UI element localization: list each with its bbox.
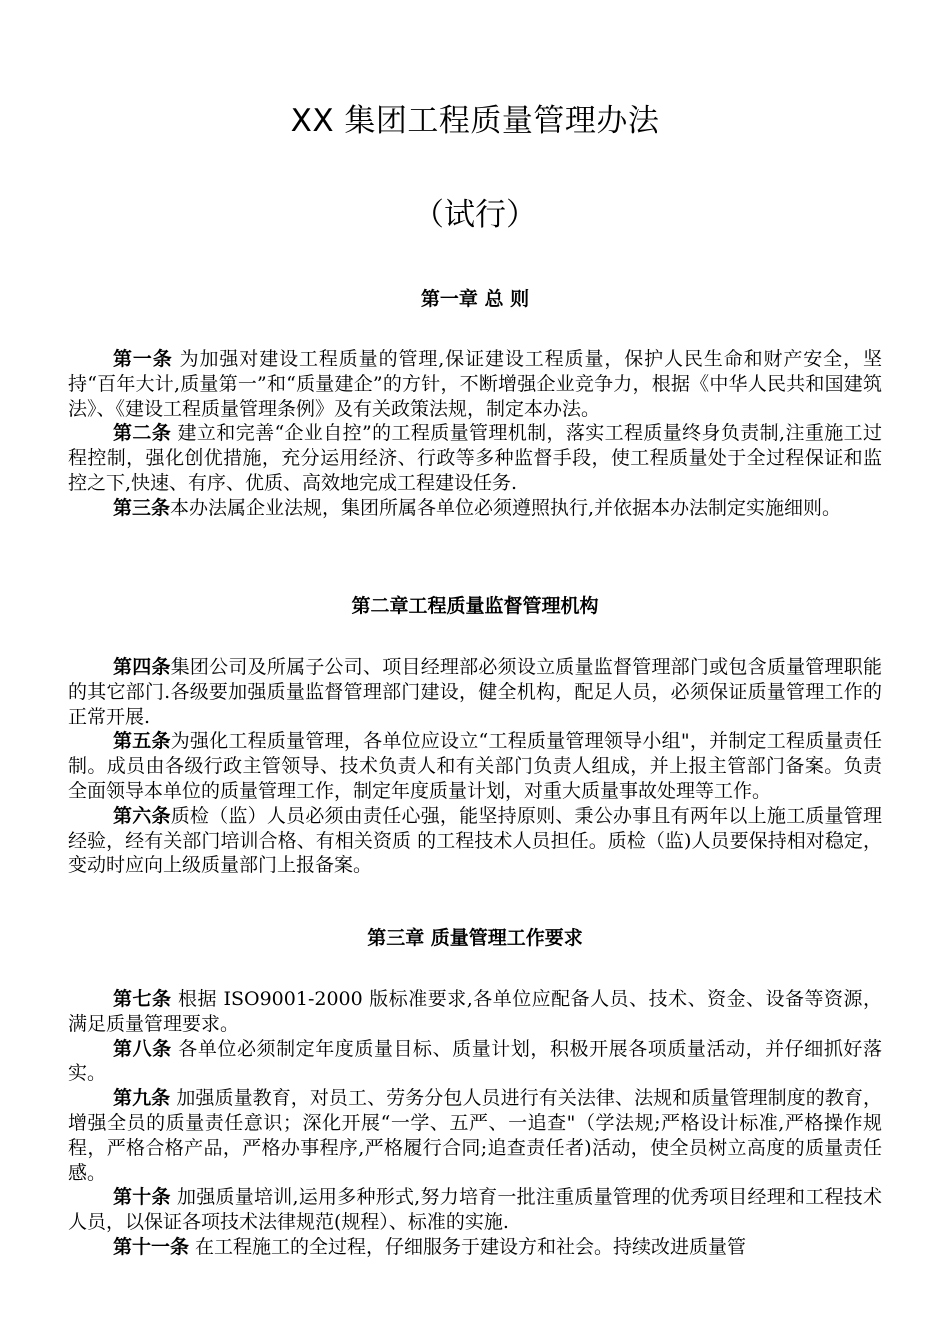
chapter-body — [68, 987, 882, 1260]
chapter-heading: 第三章 质量管理工作要求 — [367, 927, 583, 949]
article-label: 第七条 — [113, 988, 172, 1010]
article-text: 质检（监）人员必须由责任心强，能坚持原则、秉公办事且有两年以上施工质量管理经验，经有关部门培训合格、有相关资质 的工程技术人员担任。质检（监)人员要保持相对稳定，变动时应向上级质量部门上报备案。 — [68, 804, 882, 877]
article — [68, 655, 882, 729]
chapter-heading: 第一章 总 则 — [420, 288, 530, 310]
article-label: 第四条 — [113, 656, 171, 678]
article — [68, 729, 882, 803]
article-text: 为强化工程质量管理，各单位应设立“工程质量管理领导小组"，并制定工程质量责任制。成员由各级行政主管领导、技术负责人和有关部门负责人组成，并上报主管部门备案。负责全面领导本单位的质量管理工作，制定年度质量计划，对重大质量事故处理等工作。 — [68, 730, 882, 802]
article-text: 集团公司及所属子公司、项目经理部必须设立质量监督管理部门或包含质量管理职能的其它部门.各级要加强质量监督管理部门建设，健全机构，配足人员，必须保证质量管理工作的正常开展. — [68, 656, 882, 728]
article-text: 本办法属企业法规，集团所属各单位必须遵照执行,并依据本办法制定实施细则。 — [170, 496, 842, 519]
article-label: 第六条 — [113, 804, 171, 827]
chapter-heading: 第二章工程质量监督管理机构 — [351, 595, 599, 617]
article — [68, 987, 882, 1037]
article — [68, 804, 882, 878]
article-label: 第十一条 — [113, 1235, 190, 1258]
article-text: 加强质量教育，对员工、劳务分包人员进行有关法律、法规和质量管理制度的教育，增强全员的质量责任意识；深化开展“一学、五严、一追查"（学法规;严格设计标准,严格操作规程，严格合格产品，严格办事程序,严格履行合同;追查责任者)活动，使全员树立高度的质量责任感。 — [68, 1087, 882, 1184]
article-label: 第二条 — [113, 422, 172, 445]
document-subtitle: （试行） — [413, 197, 537, 233]
article — [68, 496, 882, 521]
article — [68, 347, 882, 421]
article-label: 第八条 — [113, 1037, 172, 1060]
article — [68, 1037, 882, 1087]
document-title: XX 集团工程质量管理办法 — [290, 103, 660, 139]
article-text: 在工程施工的全过程，仔细服务于建设方和社会。持续改进质量管 — [189, 1235, 747, 1258]
article — [68, 1185, 882, 1235]
article-label: 第十条 — [113, 1186, 171, 1209]
chapter-body — [68, 347, 882, 521]
chapter-body — [68, 655, 882, 878]
article-text: 根据 ISO9001-2000 版标准要求,各单位应配备人员、技术、资金、设备等资源，满足质量管理要求。 — [68, 988, 882, 1035]
article-text: 加强质量培训,运用多种形式,努力培育一批注重质量管理的优秀项目经理和工程技术人员，以保证各项技术法律规范(规程）、标准的实施. — [68, 1186, 882, 1234]
article-text: 建立和完善“企业自控”的工程质量管理机制，落实工程质量终身负责制,注重施工过程控制，强化创优措施，充分运用经济、行政等多种监督手段，使工程质量处于全过程保证和监控之下,快速、有序、优质、高效地完成工程建设任务. — [68, 422, 882, 494]
article — [68, 421, 882, 495]
article-text: 各单位必须制定年度质量目标、质量计划，积极开展各项质量活动，并仔细抓好落实。 — [68, 1037, 882, 1085]
article-label: 第一条 — [113, 348, 173, 370]
article — [68, 1086, 882, 1185]
article-text: 为加强对建设工程质量的管理,保证建设工程质量，保护人民生命和财产安全，坚持“百年大计,质量第一”和“质量建企”的方针，不断增强企业竞争力，根据《中华人民共和国建筑法》、《建设工程质量管理条例》及有关政策法规，制定本办法。 — [68, 348, 882, 420]
article-label: 第九条 — [113, 1087, 171, 1110]
article — [68, 1235, 882, 1260]
article-label: 第三条 — [113, 496, 171, 519]
article-label: 第五条 — [113, 730, 171, 753]
